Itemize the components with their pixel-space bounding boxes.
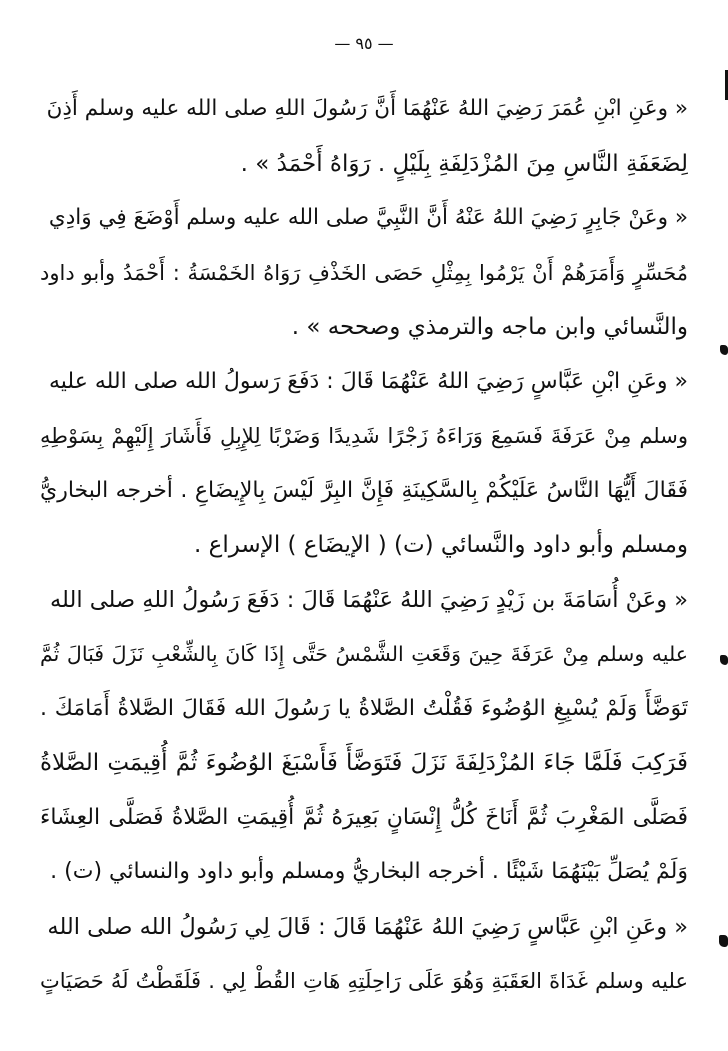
text-line: وسلم مِنْ عَرَفَةَ فَسَمِعَ وَرَاءَهُ زَجْرًا شَدِيدًا وَضَرْبًا لِلإِبِلِ فَأَشَارَ إِلَيْهِمْ بِسَوْطِهِ: [40, 424, 688, 448]
text-line: تَوَضَّأَ وَلَمْ يُسْبِغِ الوُضُوءَ فَقُلْتُ الصَّلاةُ يا رَسُولَ الله فَقَالَ الصَّلاةُ أَمَامَكَ .: [40, 695, 688, 721]
text-line: « وعَنِ ابْنِ عُمَرَ رَضِيَ اللهُ عَنْهُمَا أَنَّ رَسُولَ اللهِ صلى الله عليه وسلم أَذِنَ: [46, 96, 688, 121]
text-line: عليه وسلم غَدَاةَ العَقَبَةِ وَهُوَ عَلَى رَاحِلَتِهِ هَاتِ القُطْ لِي . فَلَقَطْتُ لَهُ حَصَيَاتٍ: [40, 969, 688, 993]
text-line: « وعَنِ ابْنِ عَبَّاسٍ رَضِيَ اللهُ عَنْهُمَا قَالَ : دَفَعَ رَسولُ الله صلى الله عليه: [48, 368, 688, 394]
text-line: « وعَنْ جَابِرٍ رَضِيَ اللهُ عَنْهُ أَنَّ النَّبِيَّ صلى الله عليه وسلم أَوْضَعَ فِي وَادِي: [48, 205, 688, 230]
text-line: فَقَالَ أَيُّهَا النَّاسُ عَلَيْكُمْ بِالسَّكِينَةِ فَإِنَّ البِرَّ لَيْسَ بِالإِيضَاعِ . أخرجه البخاريُّ: [40, 477, 688, 503]
text-line: « وعَنِ ابْنِ عَبَّاسٍ رَضِيَ اللهُ عَنْهُمَا قَالَ : قَالَ لِي رَسُولُ الله صلى الله: [47, 913, 688, 940]
page-number: — ٩٥ —: [334, 34, 394, 53]
hadith-text-block: [40, 82, 688, 1009]
text-line: والنَّسائي وابن ماجه والترمذي وصححه » .: [291, 314, 688, 340]
text-line: ومسلم وأبو داود والنَّسائي (ت) ( الإيضَاع ) الإسراع .: [194, 532, 688, 558]
ink-blot-mark: [719, 935, 728, 947]
text-line: مُحَسِّرٍ وَأَمَرَهُمْ أَنْ يَرْمُوا بِمِثْلِ حَصَى الخَذْفِ رَوَاهُ الخَمْسَةُ : أَحْمَدُ وأبو داود: [40, 260, 688, 285]
text-line: لِضَعَفَةِ النَّاسِ مِنَ المُزْدَلِفَةِ بِلَيْلٍ . رَوَاهُ أَحْمَدُ » .: [240, 150, 688, 177]
text-line: فَصَلَّى المَغْرِبَ ثُمَّ أَنَاخَ كُلُّ إِنْسَانٍ بَعِيرَهُ ثُمَّ أُقِيمَتِ الصَّلاةُ فَصَلَّى العِشَاءَ: [40, 804, 688, 830]
text-line: عليه وسلم مِنْ عَرَفَةَ حِينَ وَقَعَتِ الشَّمْسُ حَتَّى إِذَا كَانَ بِالشِّعْبِ نَزَلَ فَبَالَ ثُمَّ: [40, 642, 688, 666]
ink-blot-mark: [720, 345, 728, 355]
text-line: « وعَنْ أُسَامَةَ بن زَيْدٍ رَضِيَ اللهُ عَنْهُمَا قَالَ : دَفَعَ رَسُولُ اللهِ صلى الله: [49, 586, 688, 613]
ink-blot-mark: [720, 655, 728, 665]
text-line: وَلَمْ يُصَلِّ بَيْنَهُمَا شَيْئًا . أخرجه البخاريُّ ومسلم وأبو داود والنسائي (ت) .: [50, 859, 688, 884]
text-line: فَرَكِبَ فَلَمَّا جَاءَ المُزْدَلِفَةَ نَزَلَ فَتَوَضَّأَ فَأَسْبَغَ الوُضُوءَ ثُمَّ أُقِيمَتِ الصَّلاةُ: [40, 750, 688, 776]
